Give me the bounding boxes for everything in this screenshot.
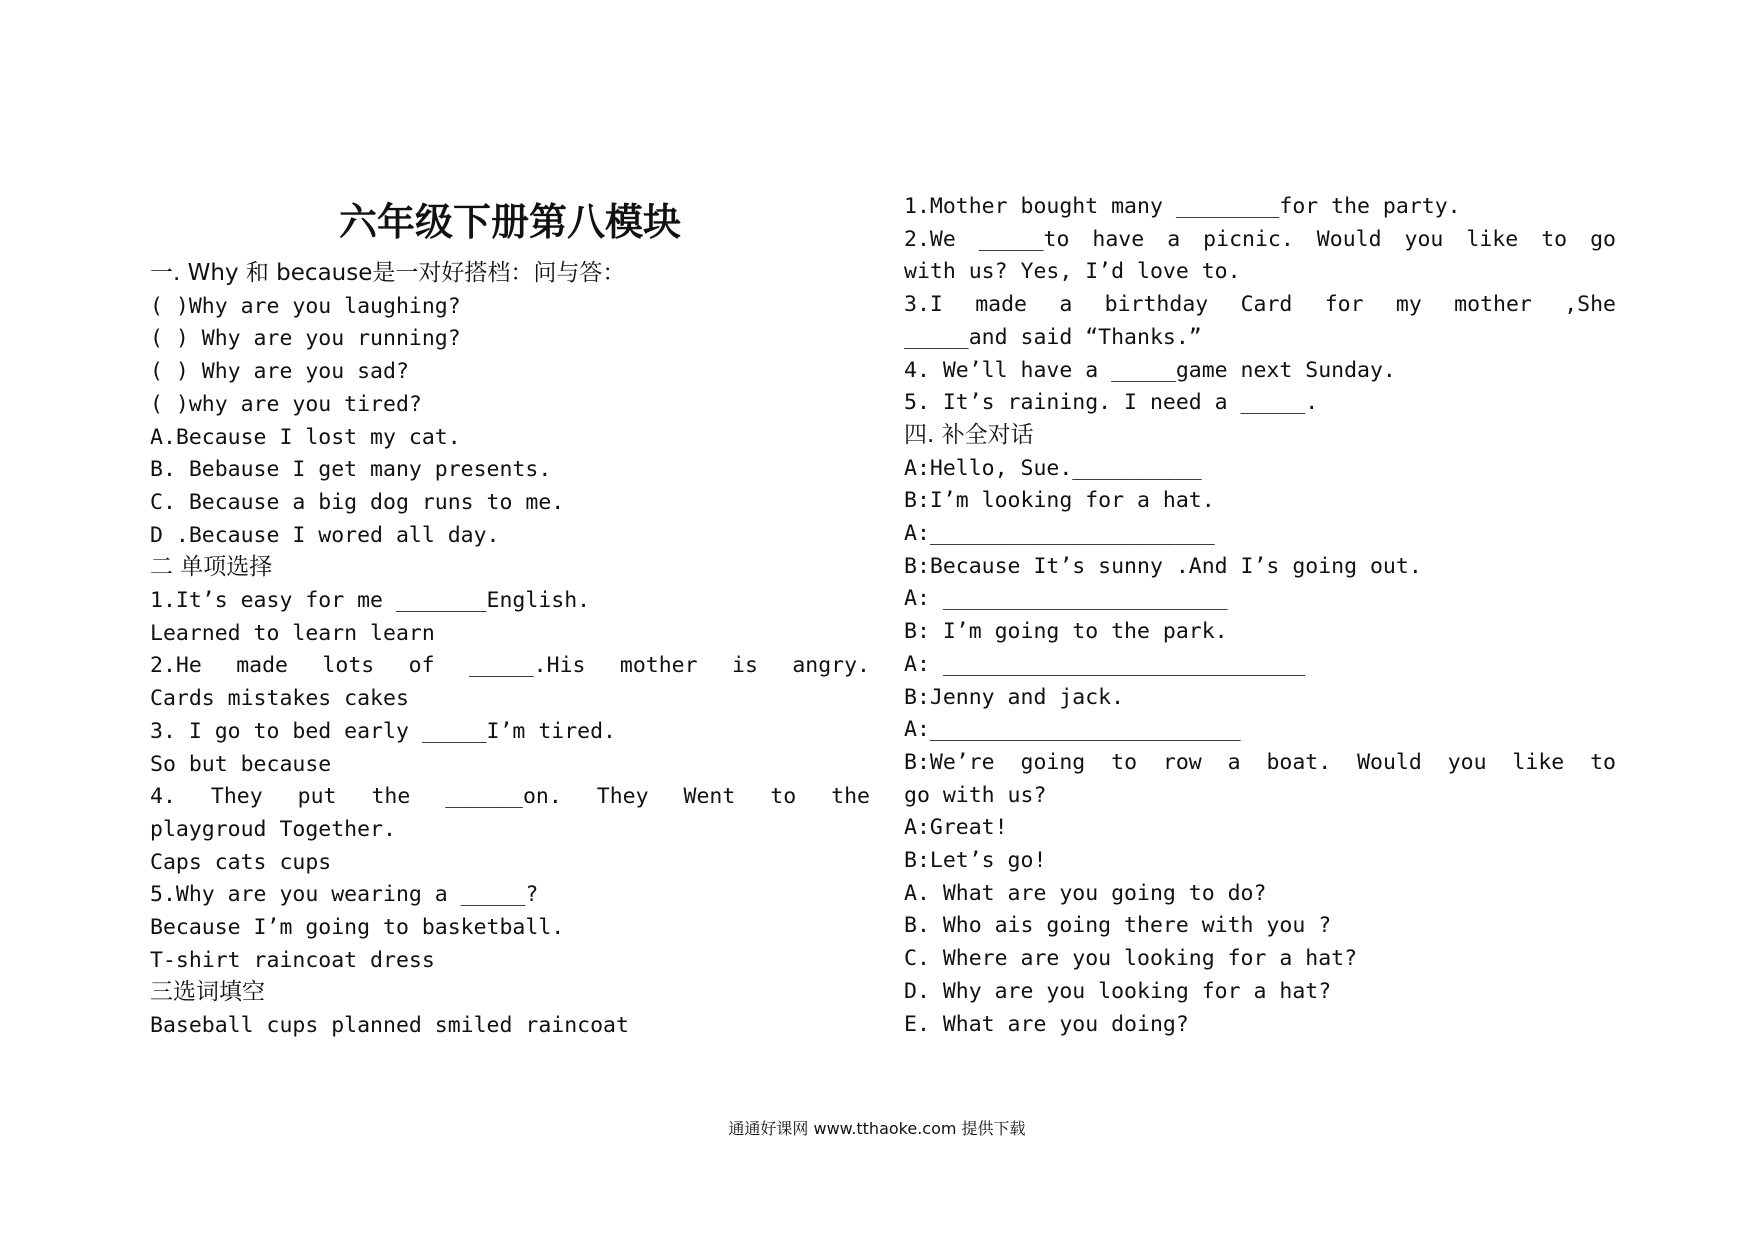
text-line: _____and said “Thanks.” [904,324,1202,350]
text-line: Learned to learn learn [150,620,435,646]
text-line: Caps cats cups [150,849,332,875]
text-line: B:Jenny and jack. [904,684,1125,710]
text-line: A: ______________________ [904,586,1228,612]
section-heading: 三选词填空 [150,979,265,1006]
text-line: C. Where are you looking for a hat? [904,946,1358,972]
text-line: B:Because It’s sunny .And I’s going out. [904,553,1422,579]
text-line: ( ) Why are you sad? [150,359,409,385]
text-line: B. Bebause I get many presents. [150,457,552,483]
text-line: A:Great! [904,815,1008,841]
text-line: Baseball cups planned smiled raincoat [150,1013,629,1039]
text-line: B:Let’s go! [904,848,1047,873]
text-line: with us? Yes, I’d love to. [904,259,1241,285]
page-title: 六年级下册第八模块 [338,200,681,244]
text-line: Because I’m going to basketball. [150,915,565,940]
text-line: A. What are you going to do? [904,880,1267,906]
text-line: A:______________________ [904,521,1215,546]
footer-credit: 通通好课网 www.tthaoke.com 提供下载 [728,1119,1026,1138]
text-line: 5. It’s raining. I need a _____. [904,390,1319,416]
text-line: D .Because I wored all day. [150,522,500,548]
text-line: B: I’m going to the park. [904,619,1228,645]
text-line: B:We’re going to row a boat. Would you like to [904,749,1616,775]
text-line: 4. We’ll have a _____game next Sunday. [904,357,1396,383]
text-line: ( )why are you tired? [150,391,422,417]
text-line: A:Hello, Sue.__________ [904,455,1202,481]
text-line: 2.We _____to have a picnic. Would you like to go [904,226,1616,252]
text-line: D. Why are you looking for a hat? [904,978,1332,1004]
text-line: 3. I go to bed early _____I’m tired. [150,718,616,744]
text-line: 4. They put the ______on. They Went to the [150,784,870,810]
section-heading: 一. Why 和 because是一对好搭档：问与答： [150,260,626,286]
section-heading: 四. 补全对话 [904,421,1034,448]
text-line: 3.I made a birthday Card for my mother ,She [904,292,1616,318]
text-line: ( ) Why are you running? [150,326,461,352]
text-line: ( )Why are you laughing? [150,293,461,319]
text-line: 1.It’s easy for me _______English. [150,588,591,613]
text-line: 2.He made lots of _____.His mother is angry. [150,653,870,679]
section-heading: 二 单项选择 [150,554,273,581]
text-line: A: ____________________________ [904,651,1306,677]
text-line: B:I’m looking for a hat. [904,488,1215,514]
text-line: Cards mistakes cakes [150,686,409,712]
text-line: A.Because I lost my cat. [150,424,461,450]
text-line: go with us? [904,782,1047,808]
text-line: C. Because a big dog runs to me. [150,489,565,515]
text-line: A:________________________ [904,717,1241,743]
text-line: 5.Why are you wearing a _____? [150,882,539,908]
text-line: B. Who ais going there with you ? [904,913,1332,939]
text-line: playgroud Together. [150,816,396,842]
text-line: T-shirt raincoat dress [150,947,435,973]
text-line: 1.Mother bought many ________for the party. [904,194,1461,219]
text-line: So but because [150,751,332,777]
text-line: E. What are you doing? [904,1011,1189,1037]
